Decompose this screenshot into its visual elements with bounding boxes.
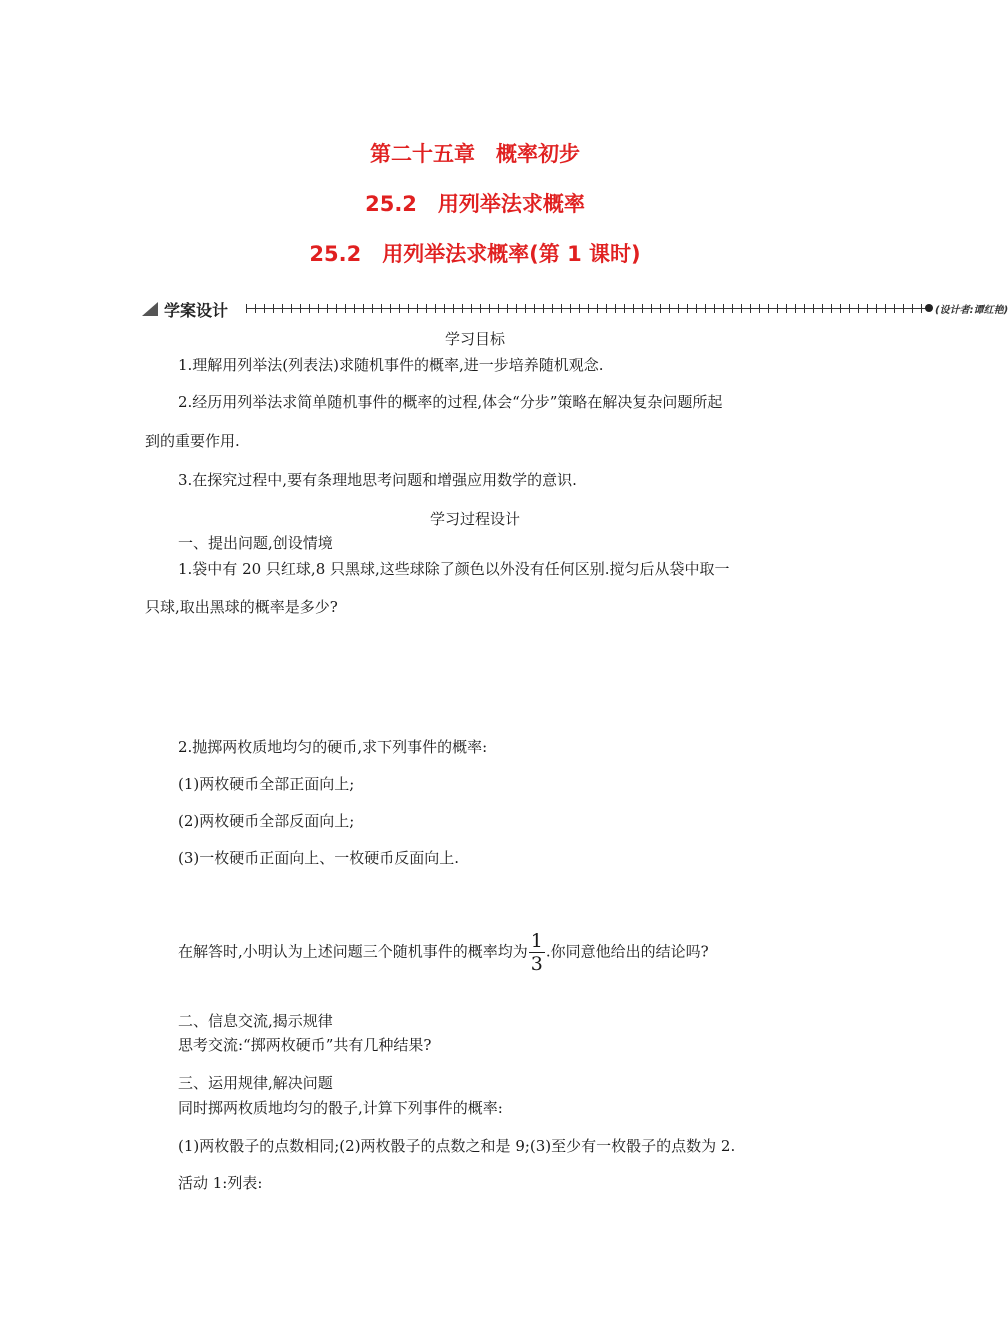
banner-label: 学案设计 xyxy=(164,301,229,320)
question-2-remark xyxy=(178,930,709,975)
banner-dot-icon xyxy=(925,304,933,312)
section-title: 25.2 用列举法求概率 xyxy=(365,192,585,216)
banner-designer: (设计者:谭红艳) xyxy=(935,305,1008,316)
part3-title: 三、运用规律,解决问题 xyxy=(178,1074,333,1092)
objective-1: 1.理解用列举法(列表法)求随机事件的概率,进一步培养随机观念. xyxy=(178,356,604,374)
fraction-one-third xyxy=(529,930,545,975)
part2-text: 思考交流:“掷两枚硬币”共有几种结果? xyxy=(178,1036,432,1054)
objective-2-line1: 2.经历用列举法求简单随机事件的概率的过程,体会“分步”策略在解决复杂问题所起 xyxy=(178,393,723,411)
study-plan-banner xyxy=(142,298,1008,320)
chapter-title: 第二十五章 概率初步 xyxy=(370,142,580,166)
question-1-line1: 1.袋中有 20 只红球,8 只黑球,这些球除了颜色以外没有任何区别.搅匀后从袋中取一 xyxy=(178,560,730,578)
banner-triangle-icon xyxy=(142,302,158,316)
lesson-title: 25.2 用列举法求概率(第 1 课时) xyxy=(309,242,641,266)
remark-text-after: .你同意他给出的结论吗? xyxy=(545,942,709,961)
objective-2-line2: 到的重要作用. xyxy=(145,432,240,450)
remark-text-before: 在解答时,小明认为上述问题三个随机事件的概率均为 xyxy=(178,942,528,961)
objective-3: 3.在探究过程中,要有条理地思考问题和增强应用数学的意识. xyxy=(178,471,577,489)
question-2-a: (1)两枚硬币全部正面向上; xyxy=(178,775,355,793)
question-1-line2: 只球,取出黑球的概率是多少? xyxy=(145,598,338,616)
part3-intro: 同时掷两枚质地均匀的骰子,计算下列事件的概率: xyxy=(178,1099,503,1117)
objectives-heading: 学习目标 xyxy=(444,330,505,348)
question-2-b: (2)两枚硬币全部反面向上; xyxy=(178,812,355,830)
activity-1-label: 活动 1:列表: xyxy=(178,1174,263,1192)
question-2-c: (3)一枚硬币正面向上、一枚硬币反面向上. xyxy=(178,849,460,867)
fraction-numerator: 1 xyxy=(530,930,543,952)
process-heading: 学习过程设计 xyxy=(429,510,520,528)
banner-rule-line xyxy=(246,308,928,309)
part1-title: 一、提出问题,创设情境 xyxy=(178,534,333,552)
part2-title: 二、信息交流,揭示规律 xyxy=(178,1012,333,1030)
fraction-denominator: 3 xyxy=(530,953,543,975)
question-2-intro: 2.抛掷两枚质地均匀的硬币,求下列事件的概率: xyxy=(178,738,488,756)
part3-items: (1)两枚骰子的点数相同;(2)两枚骰子的点数之和是 9;(3)至少有一枚骰子的点数为 2. xyxy=(178,1137,736,1155)
